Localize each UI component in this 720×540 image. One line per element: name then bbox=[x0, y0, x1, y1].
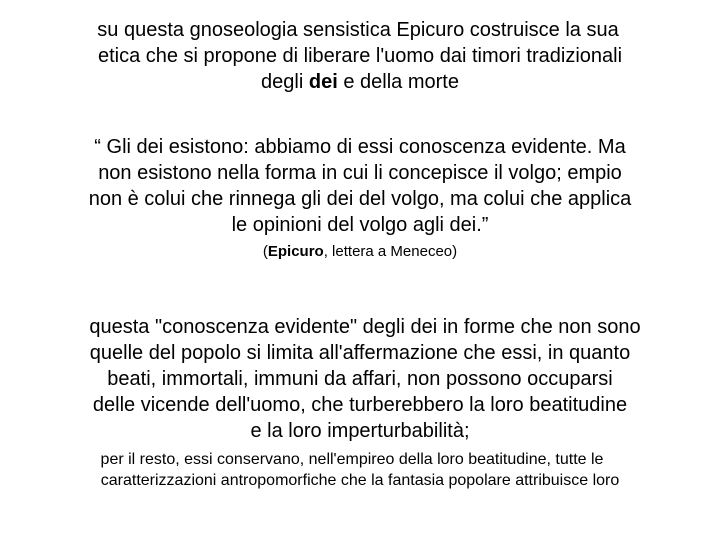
intro-line-1: su questa gnoseologia sensistica Epicuro costruisce la sua bbox=[97, 19, 619, 41]
intro-line-2: etica che si propone di liberare l'uomo dai timori tradizionali bbox=[97, 45, 623, 67]
quote-line-1: “ Gli dei esistono: abbiamo di essi conoscenza evidente. Ma bbox=[94, 136, 626, 158]
intro-paragraph bbox=[0, 17, 720, 95]
intro-line-3-end: e della morte bbox=[337, 71, 459, 93]
explanation-line-5: e la loro imperturbabilità; bbox=[250, 420, 470, 442]
quote-line-4: le opinioni del volgo agli dei.” bbox=[231, 214, 489, 236]
intro-bold-word: dei bbox=[308, 71, 338, 93]
quote-citation bbox=[0, 242, 720, 262]
intro-line-3 bbox=[0, 69, 720, 95]
citation-author: Epicuro bbox=[267, 243, 324, 260]
citation-source: , lettera a Meneceo) bbox=[323, 243, 458, 260]
explanation-line-4: delle vicende dell'uomo, che turberebbero la loro beatitudine bbox=[92, 394, 628, 416]
intro-line-3-start: degli bbox=[261, 71, 309, 93]
conclusion-line-2: caratterizzazioni antropomorfiche che la fantasia popolare attribuisce loro bbox=[100, 472, 620, 489]
conclusion-paragraph bbox=[0, 449, 720, 491]
explanation-paragraph bbox=[0, 314, 720, 444]
explanation-line-3: beati, immortali, immuni da affari, non possono occuparsi bbox=[107, 368, 613, 390]
quote-paragraph bbox=[0, 134, 720, 238]
quote-line-2: non esistono nella forma in cui li concepisce il volgo; empio bbox=[98, 162, 622, 184]
explanation-line-2: quelle del popolo si limita all'affermazione che essi, in quanto bbox=[89, 342, 631, 364]
conclusion-line-1: per il resto, essi conservano, nell'empireo della loro beatitudine, tutte le bbox=[100, 451, 604, 468]
explanation-line-1: questa "conoscenza evidente" degli dei in forme che non sono bbox=[89, 316, 641, 338]
citation-open: ( bbox=[262, 243, 268, 260]
quote-line-3: non è colui che rinnega gli dei del volgo, ma colui che applica bbox=[88, 188, 632, 210]
